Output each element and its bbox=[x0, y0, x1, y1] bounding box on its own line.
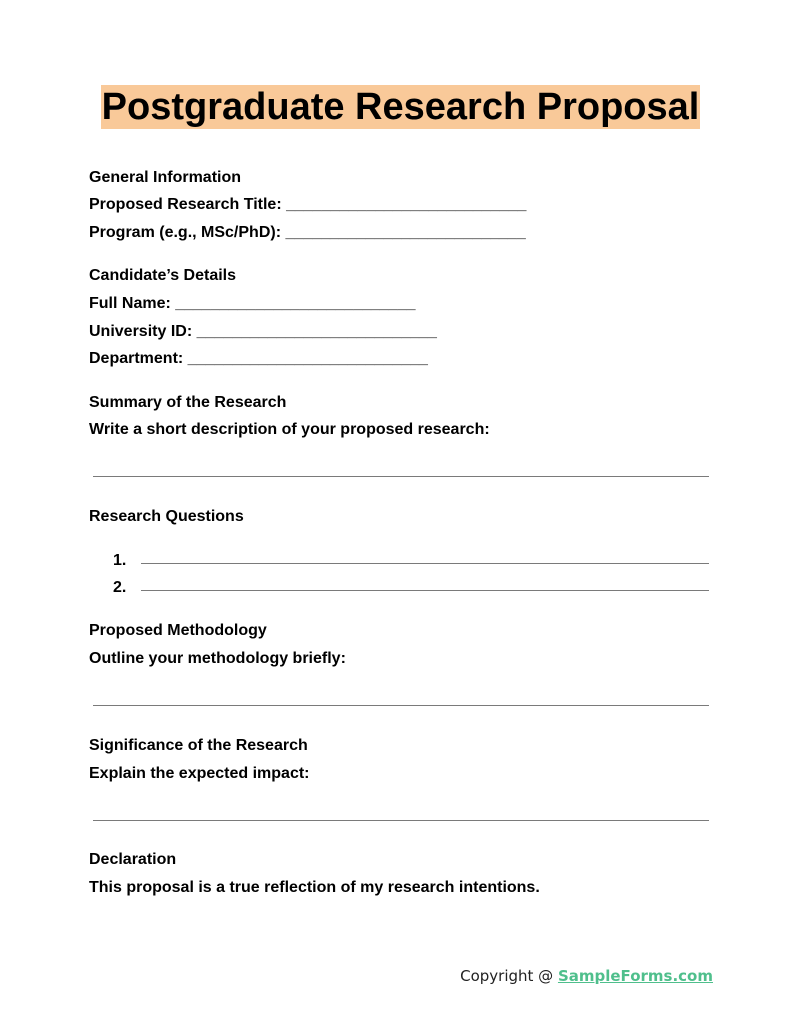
program-field[interactable]: Program (e.g., MSc/PhD): ___________________________ bbox=[89, 224, 526, 241]
question-answer-line-1[interactable] bbox=[141, 563, 709, 564]
title-container bbox=[0, 85, 801, 129]
methodology-answer-line[interactable] bbox=[93, 705, 709, 706]
sampleforms-link[interactable]: SampleForms.com bbox=[557, 967, 713, 985]
department-field[interactable]: Department: ___________________________ bbox=[89, 350, 428, 367]
summary-answer-line[interactable] bbox=[93, 476, 709, 477]
full-name-field[interactable]: Full Name: ___________________________ bbox=[89, 295, 416, 312]
significance-prompt: Explain the expected impact: bbox=[89, 765, 310, 782]
page-title: Postgraduate Research Proposal bbox=[101, 86, 700, 128]
declaration-statement: This proposal is a true reflection of my research intentions. bbox=[89, 879, 540, 896]
university-id-field[interactable]: University ID: ___________________________ bbox=[89, 323, 437, 340]
significance-heading: Significance of the Research bbox=[89, 737, 308, 754]
methodology-heading: Proposed Methodology bbox=[89, 622, 267, 639]
research-questions-heading: Research Questions bbox=[89, 508, 244, 525]
methodology-prompt: Outline your methodology briefly: bbox=[89, 650, 346, 667]
general-information-heading: General Information bbox=[89, 169, 242, 186]
copyright-text: Copyright @ bbox=[460, 967, 558, 985]
summary-heading: Summary of the Research bbox=[89, 394, 287, 411]
copyright-footer bbox=[460, 966, 713, 986]
question-number-2: 2. bbox=[113, 579, 127, 596]
question-answer-line-2[interactable] bbox=[141, 590, 709, 591]
summary-prompt: Write a short description of your proposed research: bbox=[89, 421, 490, 438]
declaration-heading: Declaration bbox=[89, 851, 177, 868]
candidate-details-heading: Candidate’s Details bbox=[89, 267, 237, 284]
question-number-1: 1. bbox=[113, 552, 127, 569]
significance-answer-line[interactable] bbox=[93, 820, 709, 821]
research-title-field[interactable]: Proposed Research Title: ___________________________ bbox=[89, 196, 527, 213]
